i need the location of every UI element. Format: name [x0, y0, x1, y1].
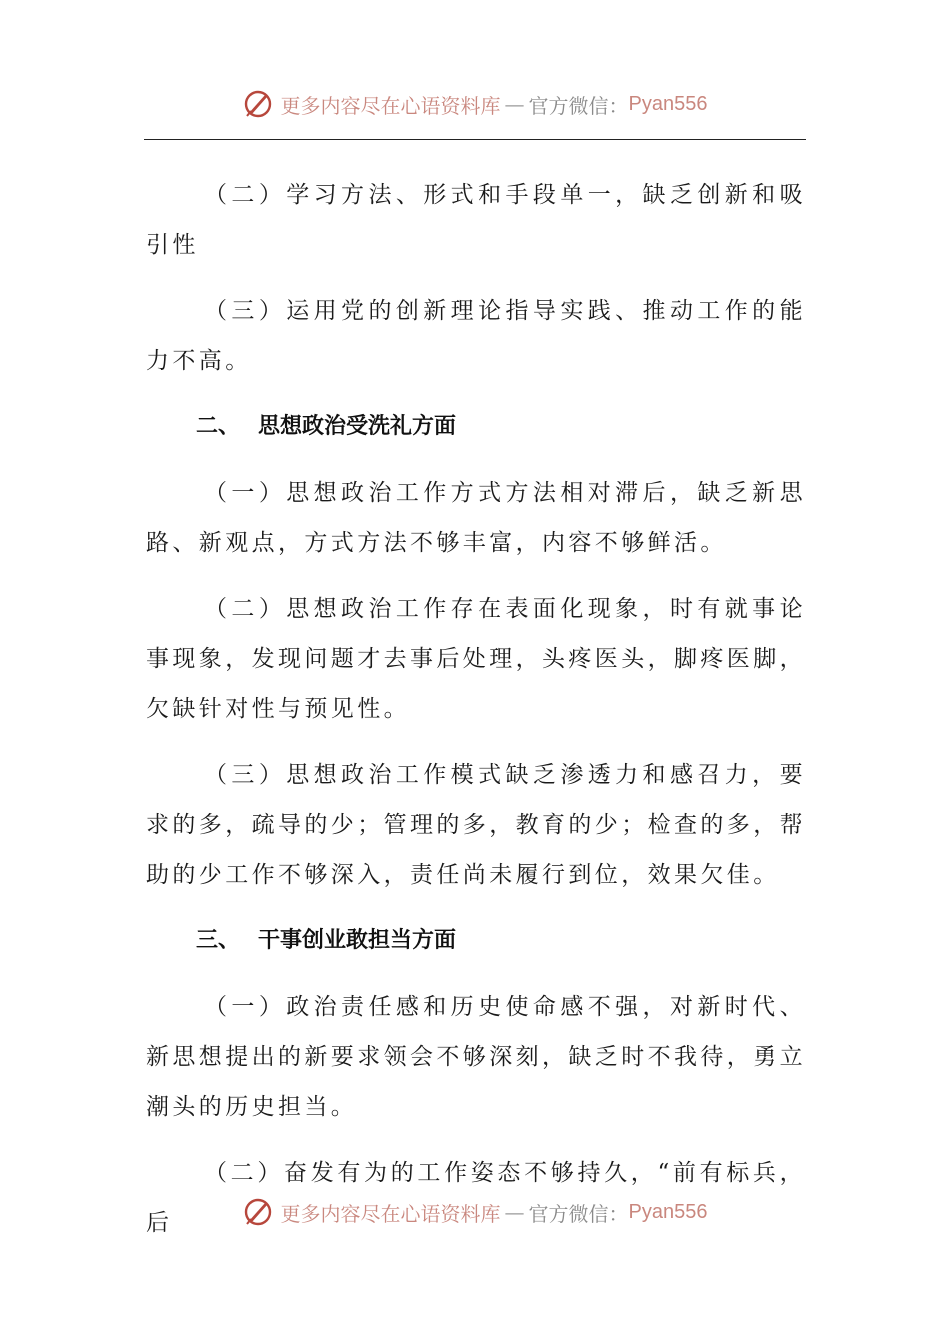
header-banner: [0, 84, 950, 124]
paragraph: （一）思想政治工作方式方法相对滞后，缺乏新思路、新观点，方式方法不够丰富，内容不够鲜活。: [146, 480, 806, 556]
header-divider: [144, 139, 806, 140]
footer-slogan: 更多内容尽在心语资料库: [280, 1201, 501, 1226]
header-wechat-id: Pyan556: [628, 92, 708, 115]
paragraph: （二）思想政治工作存在表面化现象，时有就事论事现象，发现问题才去事后处理，头疼医头，脚疼医脚，欠缺针对性与预见性。: [146, 596, 806, 722]
quill-logo-icon: [243, 1197, 273, 1227]
document-body: [146, 170, 806, 1264]
paragraph: （三）思想政治工作模式缺乏渗透力和感召力，要求的多，疏导的少；管理的多，教育的少；检查的多，帮助的少工作不够深入，责任尚未履行到位，效果欠佳。: [146, 762, 806, 888]
footer-banner: [0, 1192, 950, 1232]
header-slogan: 更多内容尽在心语资料库: [280, 93, 501, 118]
paragraph: （一）政治责任感和历史使命感不强，对新时代、新思想提出的新要求领会不够深刻，缺乏时不我待，勇立潮头的历史担当。: [146, 994, 806, 1120]
section-title: 思想政治受洗礼方面: [258, 414, 457, 439]
section-title: 干事创业敢担当方面: [258, 928, 457, 953]
footer-wechat-label: 官方微信：: [528, 1201, 629, 1226]
section-heading: [146, 916, 806, 966]
quill-logo-icon: [243, 89, 273, 119]
footer-wechat-id: Pyan556: [628, 1200, 708, 1223]
paragraph: （三）运用党的创新理论指导实践、推动工作的能力不高。: [146, 298, 806, 374]
header-wechat-label: 官方微信：: [528, 93, 629, 118]
section-number: 三、: [196, 928, 241, 953]
header-dash: —: [504, 92, 525, 116]
paragraph: （二）奋发有为的工作姿态不够持久，“前有标兵，后: [146, 1160, 806, 1236]
paragraph: （二）学习方法、形式和手段单一，缺乏创新和吸引性: [146, 182, 806, 258]
section-number: 二、: [196, 414, 241, 439]
footer-dash: —: [504, 1200, 525, 1224]
section-heading: [146, 402, 806, 452]
